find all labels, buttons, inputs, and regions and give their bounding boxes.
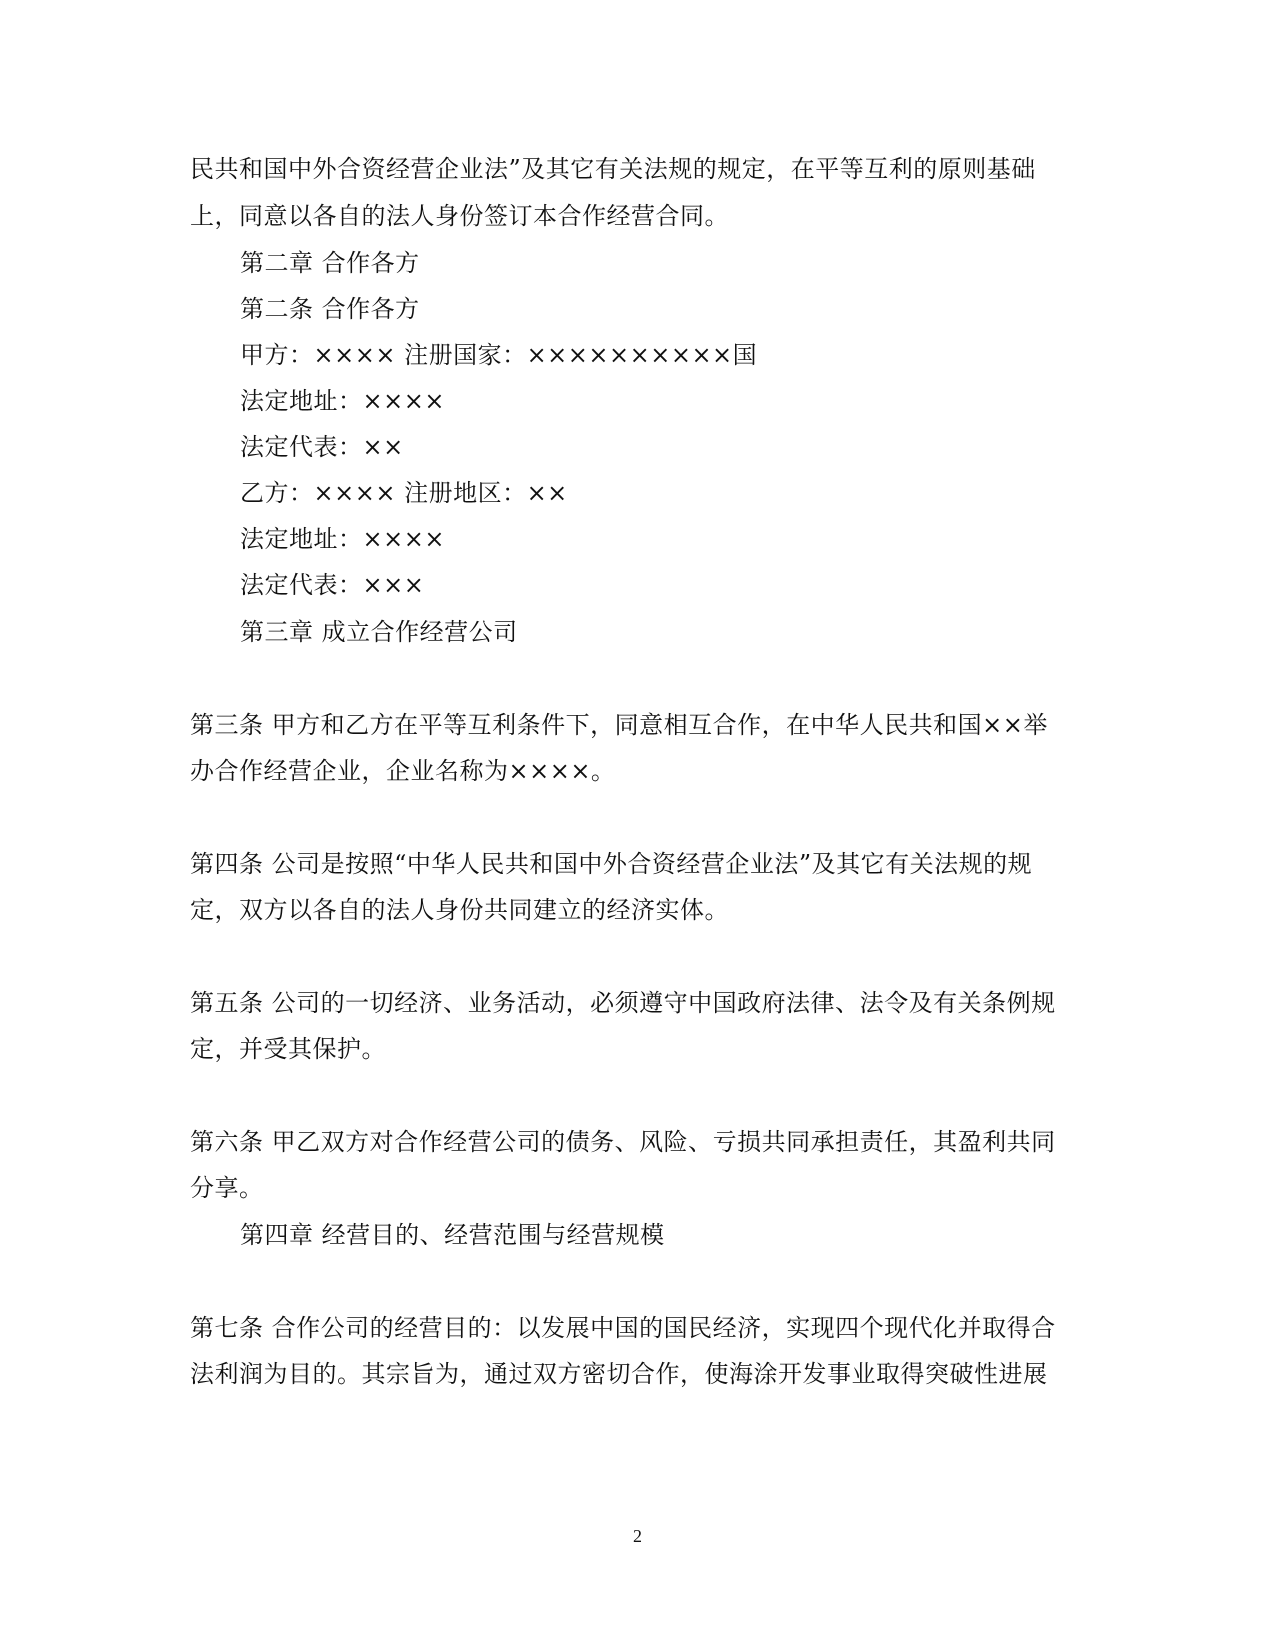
party-line: 法定地址：×××× bbox=[240, 387, 445, 415]
article-paragraph: 法利润为目的。其宗旨为，通过双方密切合作，使海涂开发事业取得突破性进展 bbox=[190, 1360, 1048, 1388]
party-line: 法定代表：××× bbox=[240, 571, 425, 599]
text-line: 民共和国中外合资经营企业法”及其它有关法规的规定，在平等互利的原则基础 bbox=[190, 155, 1036, 183]
party-line: 法定地址：×××× bbox=[240, 525, 445, 553]
chapter-heading: 第三章 成立合作经营公司 bbox=[240, 618, 518, 646]
party-line: 甲方：×××× 注册国家：××××××××××国 bbox=[240, 341, 758, 369]
article-paragraph: 分享。 bbox=[190, 1174, 264, 1202]
article-paragraph: 第五条 公司的一切经济、业务活动，必须遵守中国政府法律、法令及有关条例规 bbox=[190, 989, 1056, 1017]
article-heading: 第二条 合作各方 bbox=[240, 295, 420, 323]
article-paragraph: 第七条 合作公司的经营目的：以发展中国的国民经济，实现四个现代化并取得合 bbox=[190, 1314, 1056, 1342]
article-paragraph: 定，并受其保护。 bbox=[190, 1035, 386, 1063]
article-paragraph: 第四条 公司是按照“中华人民共和国中外合资经营企业法”及其它有关法规的规 bbox=[190, 850, 1033, 878]
chapter-heading: 第四章 经营目的、经营范围与经营规模 bbox=[240, 1221, 665, 1249]
article-paragraph: 定，双方以各自的法人身份共同建立的经济实体。 bbox=[190, 896, 729, 924]
article-paragraph: 第三条 甲方和乙方在平等互利条件下，同意相互合作，在中华人民共和国××举 bbox=[190, 711, 1048, 739]
party-line: 法定代表：×× bbox=[240, 433, 404, 461]
party-line: 乙方：×××× 注册地区：×× bbox=[240, 479, 568, 507]
article-paragraph: 办合作经营企业，企业名称为××××。 bbox=[190, 757, 616, 785]
chapter-heading: 第二章 合作各方 bbox=[240, 249, 420, 277]
text-line: 上，同意以各自的法人身份签订本合作经营合同。 bbox=[190, 202, 729, 230]
page-number: 2 bbox=[633, 1526, 642, 1546]
article-paragraph: 第六条 甲乙双方对合作经营公司的债务、风险、亏损共同承担责任，其盈利共同 bbox=[190, 1128, 1056, 1156]
